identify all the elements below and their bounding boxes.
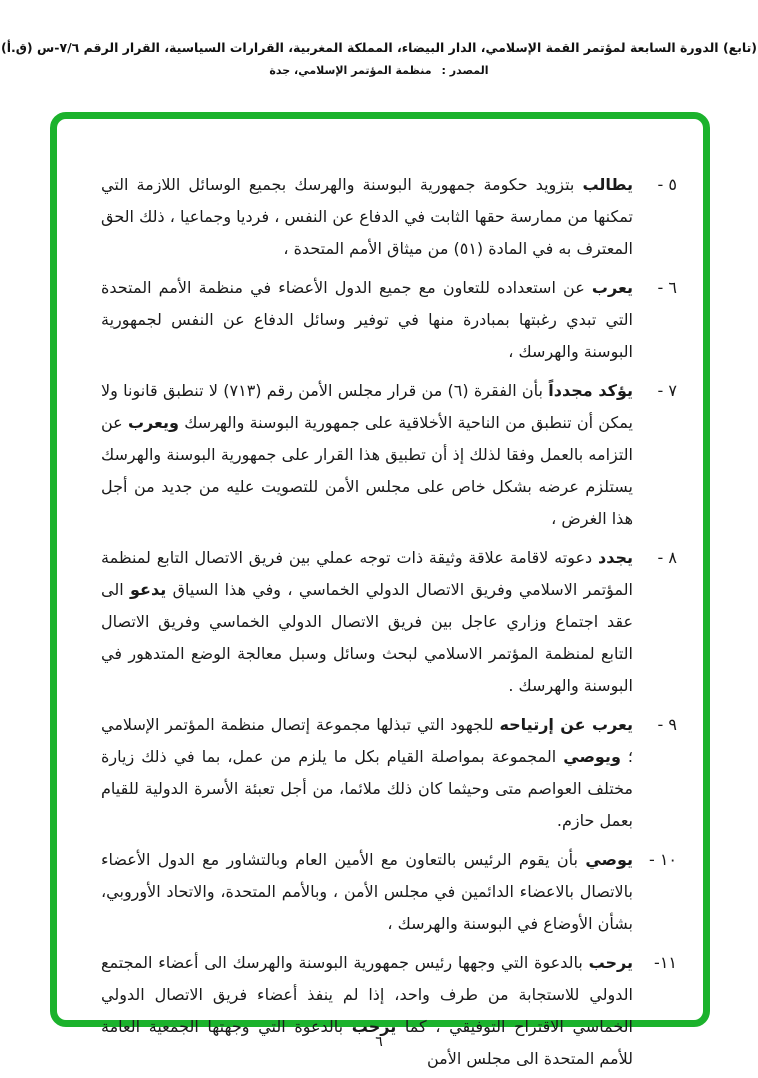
resolution-item (101, 542, 677, 702)
resolution-item (101, 169, 677, 265)
item-text: يعرب عن استعداده للتعاون مع جميع الدول الأعضاء في منظمة الأمم المتحدة التي تبدي رغبتها بمبادرة منها في توفير وسائل الدفاع عن النفس لجمهورية البوسنة والهرسك ، (101, 278, 633, 361)
header-source (0, 64, 758, 77)
source-label: المصدر : (441, 64, 489, 77)
resolution-item (101, 947, 677, 1075)
item-text: يوصي بأن يقوم الرئيس بالتعاون مع الأمين العام وبالتشاور مع الدول الأعضاء بالاتصال بالاعضاء الدائمين في مجلس الأمن ، وبالأمم المتحدة، والاتحاد الأوروبي، بشأن الأوضاع في البوسنة والهرسك ، (101, 850, 633, 933)
resolution-item (101, 375, 677, 535)
item-number: ٧ - (657, 381, 677, 400)
item-text: يجدد دعوته لاقامة علاقة وثيقة ذات توجه عملي بين فريق الاتصال التابع لمنظمة المؤتمر الاسلامي وفريق الاتصال الدولي الخماسي ، وفي هذا السياق يدعو الى عقد اجتماع وزاري عاجل بين فريق الاتصال الدولي الخماسي وفريق الاتصال التابع لمنظمة المؤتمر الاسلامي لبحث وسائل وسبل معالجة الوضع المتدهور في البوسنة والهرسك . (101, 548, 633, 695)
item-text: يطالب بتزويد حكومة جمهورية البوسنة والهرسك بجميع الوسائل اللازمة التي تمكنها من ممارسة حقها الثابت في الدفاع عن النفس ، فرديا وجماعيا ، ذلك الحق المعترف به في المادة (٥١) من ميثاق الأمم المتحدة ، (101, 175, 633, 258)
item-number: ٨ - (657, 548, 677, 567)
resolution-item (101, 709, 677, 837)
source-value: منظمة المؤتمر الإسلامي، جدة (269, 64, 432, 77)
resolution-item (101, 272, 677, 368)
item-text: يرحب بالدعوة التي وجهها رئيس جمهورية البوسنة والهرسك الى أعضاء المجتمع الدولي للاستجابة من طرف واحد، إذا لم ينفذ أعضاء فريق الاتصال الدولي الخماسي الاقتراح التوفيقي ، كما يرحب بالدعوة التي وجهتها الجمعية العامة للأمم المتحدة الى مجلس الأمن (101, 953, 633, 1068)
item-text: يعرب عن إرتياحه للجهود التي تبذلها مجموعة إتصال منظمة المؤتمر الإسلامي ؛ ويوصي المجموعة بمواصلة القيام بكل ما يلزم من عمل، بما في ذلك زيارة مختلف العواصم متى وحيثما كان ذلك ملائما، من أجل تعبئة الأسرة الدولية للقيام بعمل حازم. (101, 715, 634, 830)
page-number: ٦ (375, 1034, 383, 1050)
resolution-item (101, 844, 677, 940)
item-number: ٥ - (657, 175, 677, 194)
content-frame (50, 112, 710, 1068)
item-number: ٩ - (657, 715, 677, 734)
document-header (0, 40, 758, 77)
header-title: (تابع) الدورة السابعة لمؤتمر القمة الإسلامي، الدار البيضاء، المملكة المغربية، القرارات السياسية، القرار الرقم ٧/٦-س (ق.أ) (1, 40, 757, 55)
item-number: ١٠ - (648, 850, 677, 869)
item-text: يؤكد مجدداً بأن الفقرة (٦) من قرار مجلس الأمن رقم (٧١٣) لا تنطبق قانونا ولا يمكن أن تنطبق من الناحية الأخلاقية على جمهورية البوسنة والهرسك ويعرب عن التزامه بالعمل وفقا لذلك إذ أن تطبيق هذا القرار على جمهورية البوسنة والهرسك يستلزم عرضه بشكل خاص على مجلس الأمن للتصويت عليه من جديد من أجل هذا الغرض ، (101, 381, 634, 528)
resolution-list (57, 119, 703, 1075)
item-number: ٦ - (657, 278, 677, 297)
item-number: ١١- (654, 953, 677, 972)
